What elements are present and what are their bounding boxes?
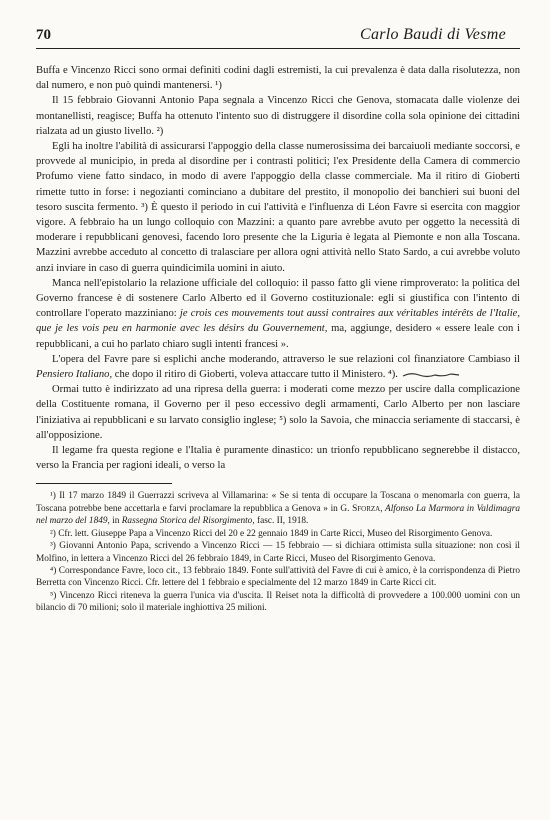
paragraph-5-text-b: che dopo il ritiro di Gioberti, voleva attaccare tutto il Ministero. ⁴).	[112, 369, 398, 381]
footnote-separator	[36, 483, 172, 484]
paragraph-1: Buffa e Vincenzo Ricci sono ormai definiti codini dagli estremisti, la cui prevalenza è data dalla risolutezza, non dal numero, e non può quindi mantenersi. ¹)	[36, 65, 520, 92]
paragraph-7: Il legame fra questa regione e l'Italia è puramente dinastico: un trionfo repubblicano segnerebbe il distacco, verso la Francia per ragioni ideali, o verso la	[36, 445, 520, 472]
running-title: Carlo Baudi di Vesme	[360, 26, 506, 43]
paragraph-3: Egli ha inoltre l'abilità di assicurarsi l'appoggio della classe numerosissima dei barcaiuoli mediante soccorsi, e provvede al municipio, in preda al disordine per i contrasti politici; l'ex Presidente della Camera di commercio Profumo viene fatto sindaco, in modo di avere l'appoggio della classe commerciale. Ma il ritiro di Gioberti rimette tutto in forse: i negozianti cominciano a dubitare del prestito, il monopolio dei banchieri sui buoni del tesoro suscita fermento. ³) È questo il periodo in cui l'attività e l'influenza di Léon Favre si esercita con maggior vigore. A febbraio ha un lungo colloquio con Mazzini: a quanto pare avrebbe avuto per oggetto la necessità di moderare i repubblicani genovesi, facendo loro presente che la Liguria è legata al Piemonte e non alla Toscana. Mazzini avrebbe acceduto al concetto di tralasciare per allora ogni attività nello Stato Sardo, a cui avrebbe voluto anzi inviare in caso di guerra quindicimila uomini in aiuto.	[36, 141, 520, 274]
footnote-5: ⁵) Vincenzo Ricci riteneva la guerra l'unica via d'uscita. Il Reiset nota la difficoltà di provvedere a 100.000 uomini con un bilancio di 70 milioni; solo il materiale inghiottiva 25 milioni.	[36, 590, 520, 614]
paragraph-5	[36, 352, 520, 382]
footnote-1-text-b: in	[109, 516, 122, 527]
footnote-1-work-title: Alfonso La Marmora in Valdimagra nel marzo del 1849,	[36, 503, 520, 527]
running-header	[36, 26, 520, 49]
footnote-1-text-c: fasc. II, 1918.	[254, 516, 309, 527]
footnote-4: ⁴) Correspondance Favre, loco cit., 13 febbraio 1849. Fonte sull'attività del Favre di cui è amico, è la corrispondenza di Pietro Berretta con Vincenzo Ricci. Cfr. lettere del 1 febbraio e specialmente del 12 marzo 1849 in Carte Ricci cit.	[36, 565, 520, 589]
footnote-1-author: Sforza,	[352, 503, 383, 514]
footnote-2: ²) Cfr. lett. Giuseppe Papa a Vincenzo Ricci del 20 e 22 gennaio 1849 in Carte Ricci, Museo del Risorgimento Genova.	[50, 528, 493, 539]
paragraph-5-text-a: L'opera del Favre pare si esplichi anche moderando, attraverso le sue relazioni col finanziatore Cambiaso il	[52, 353, 520, 365]
footnote-1	[36, 490, 520, 527]
main-text	[36, 63, 520, 473]
paragraph-2: Il 15 febbraio Giovanni Antonio Papa segnala a Vincenzo Ricci che Genova, stomacata dalle violenze dei montanellisti, reagisce; Buffa ha ottenuto l'intento suo di distruggere il disordine colla sola opinione dei cittadini rialzata ad un giusto livello. ²)	[36, 95, 520, 137]
paragraph-6: Ormai tutto è indirizzato ad una ripresa della guerra: i moderati come mezzo per uscire dalla complicazione della Costituente romana, il Governo per il peso eccessivo degli armamenti, Carlo Alberto per non lasciare l'iniziativa ai repubblicani e su larvato consiglio inglese; ⁵) solo la Savoia, che minaccia seriamente di staccarsi, è all'opposizione.	[36, 384, 520, 441]
footnotes	[36, 490, 520, 614]
footnote-1-text-a: ¹) Il 17 marzo 1849 il Guerrazzi scriveva al Villamarina: « Se si tenta di occupare la Toscana o menomarla con guerra, la Toscana potrebbe bene accettarla e farvi proclamare la repubblica a Genova » in G.	[36, 491, 520, 514]
footnote-1-journal-title: Rassegna Storica del Risorgimento,	[121, 516, 255, 527]
book-page	[36, 26, 520, 615]
french-quotation: je crois ces mouvements tout aussi contraires aux véritables intérêts de l'Italie, que je les vois peu en harmonie avec les désirs du Gouvernement,	[36, 308, 520, 335]
page-number: 70	[36, 27, 51, 43]
pencil-scribble-mark	[401, 371, 461, 379]
paragraph-4-text-a: Manca nell'epistolario la relazione ufficiale del colloquio: il passo fatto gli viene rimproverato: la politica del Governo francese è di sostenere Carlo Alberto ed il Governo costituzionale: egli si giustifica con l'intento di controllare l'operato mazziniano:	[36, 277, 520, 320]
paragraph-4-text-b: ma, aggiunge, desidero « essere leale con i repubblicani, a cui ho parlato chiaro sugli intenti francesi ».	[36, 323, 520, 350]
footnote-3: ³) Giovanni Antonio Papa, scrivendo a Vincenzo Ricci — 15 febbraio — si dichiara ottimista sulla situazione: non così il Molfino, in lettera a Vincenzo Ricci del 26 febbraio 1849, in Carte Ricci, Museo del Risorgimento Genova.	[36, 541, 520, 564]
newspaper-title: Pensiero Italiano,	[36, 369, 113, 381]
paragraph-4	[36, 276, 520, 352]
